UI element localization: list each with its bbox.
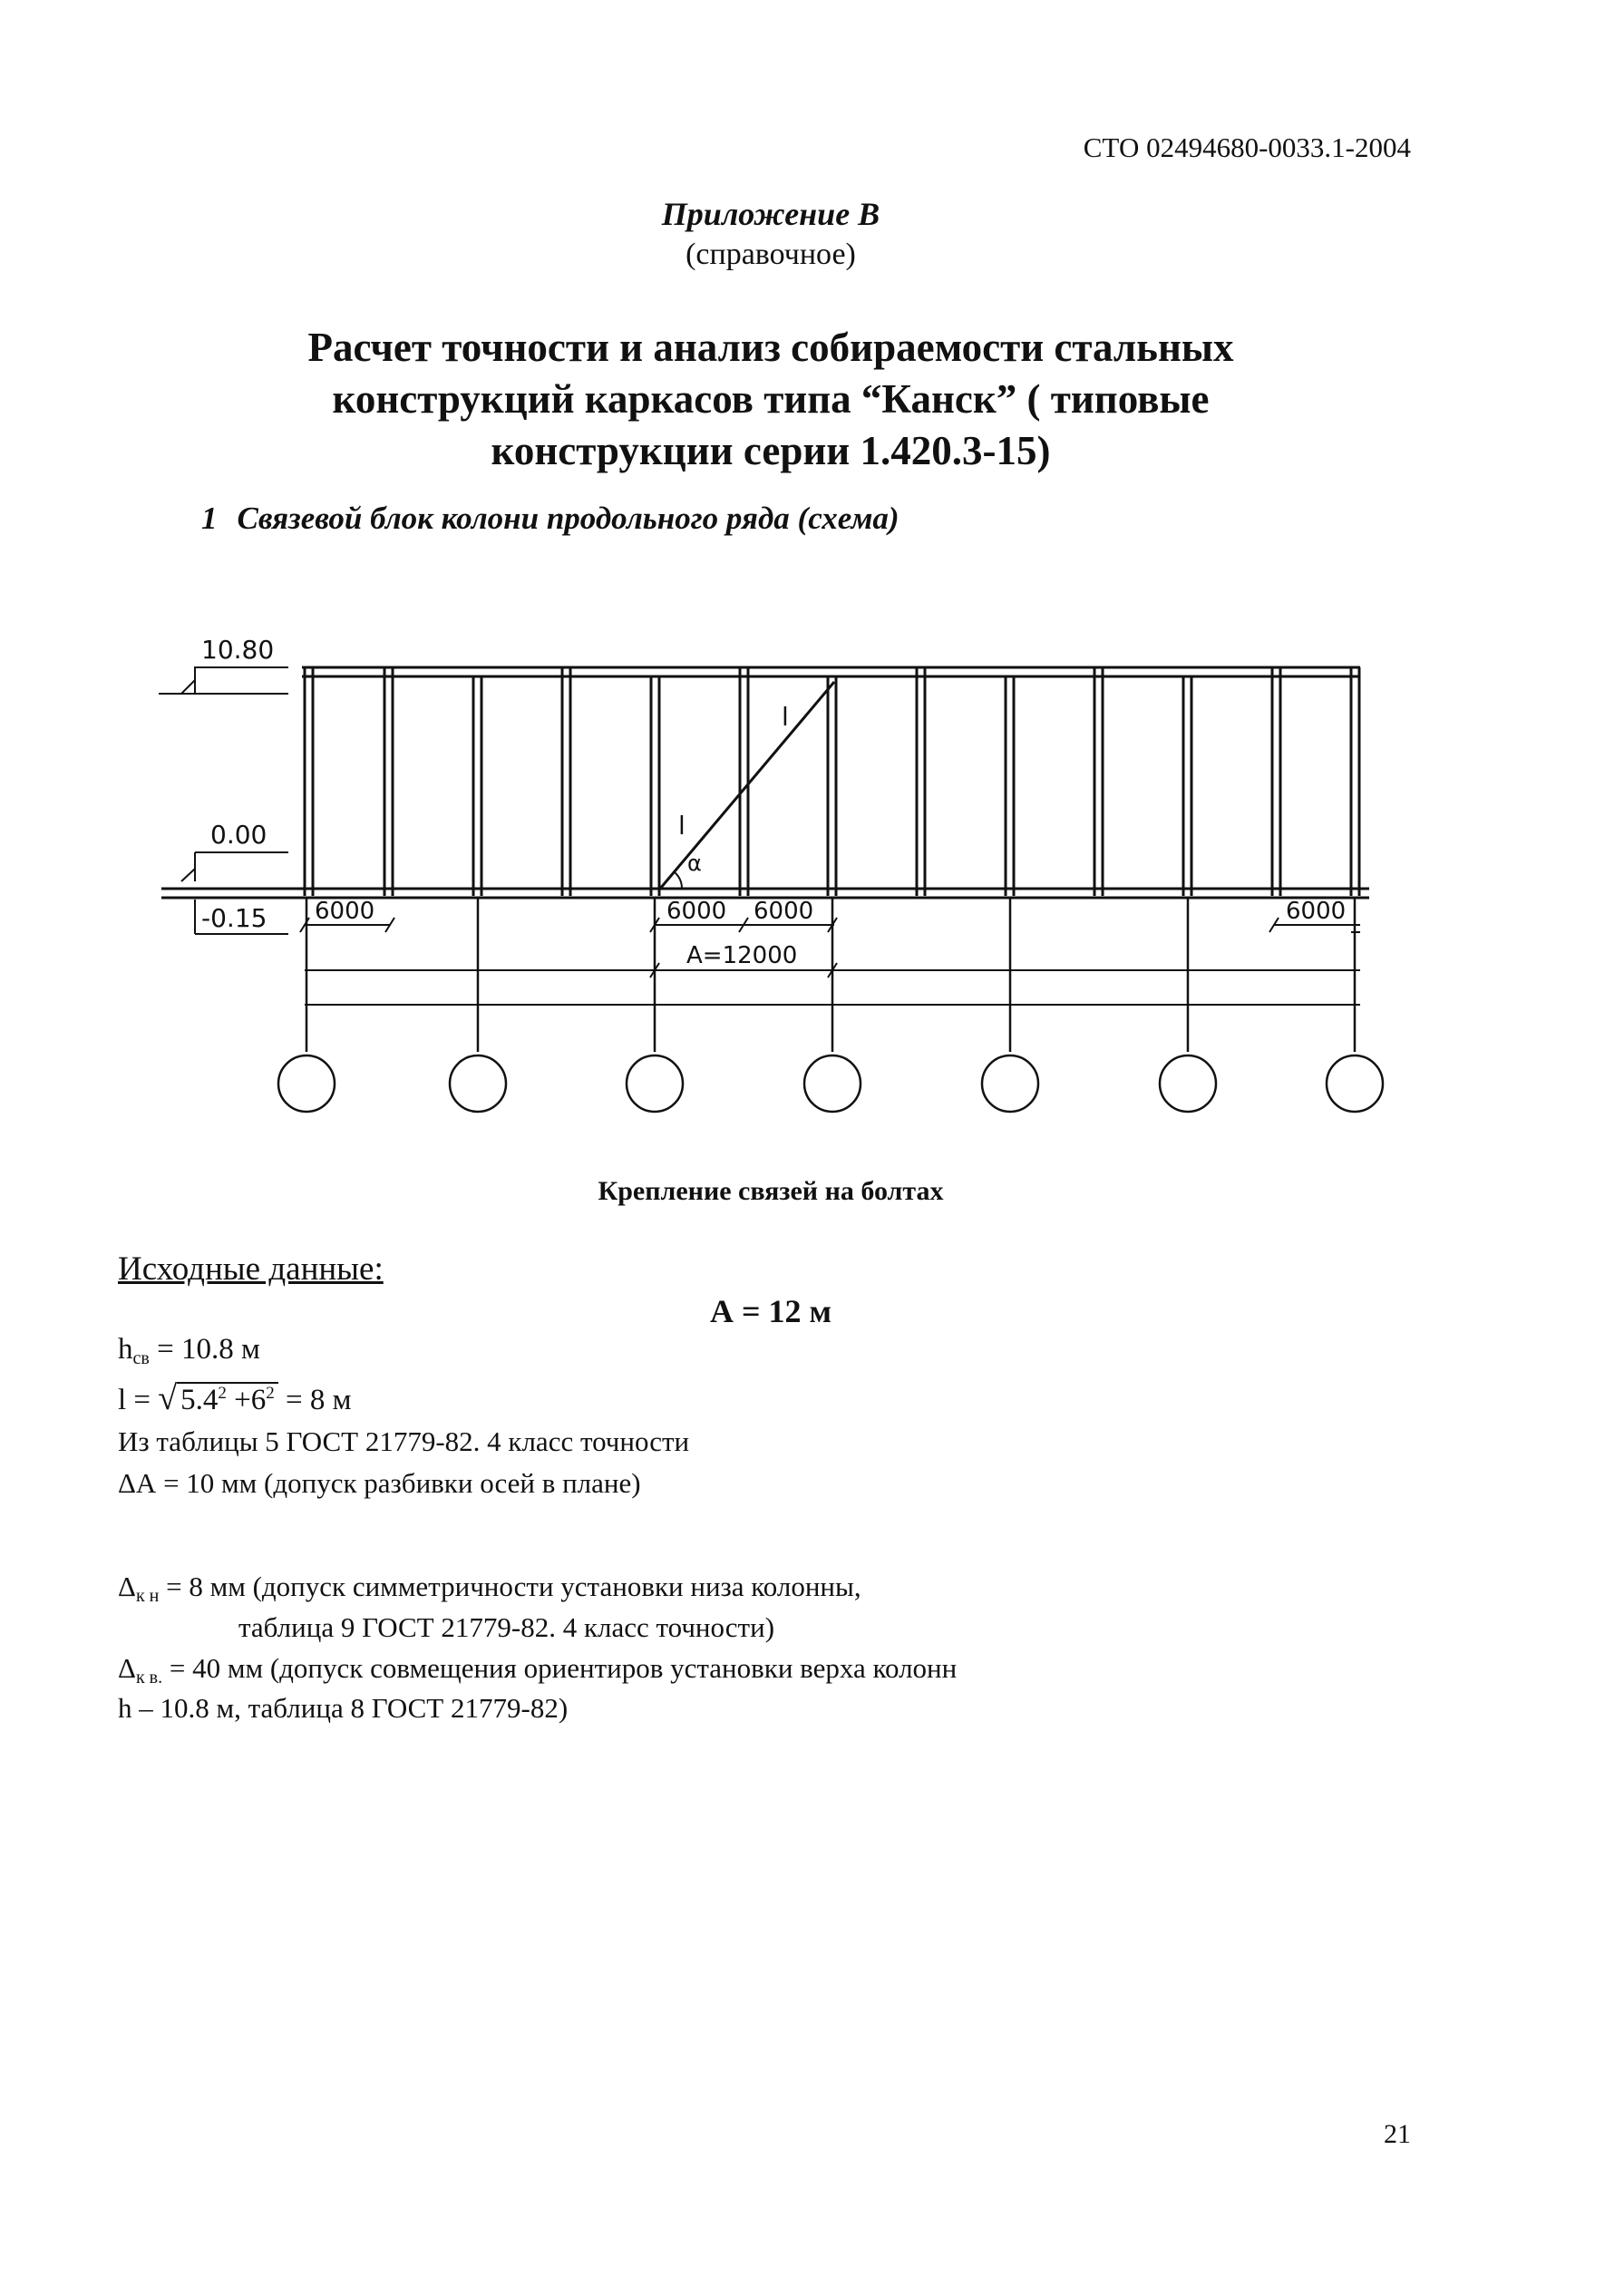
delta-kv-line: $\Delta_{к в.} = 40$ мм (допуск совмещения ориентиров установки верха колонн [118, 1652, 958, 1688]
span-label: A=12000 [686, 942, 798, 969]
sqrt-sign: √ [158, 1379, 178, 1417]
axis-circle [982, 1055, 1038, 1112]
h-value: = 10.8 м [149, 1333, 260, 1366]
section-heading [201, 501, 900, 537]
delta-kn-continuation: таблица 9 ГОСТ 21779-82. 4 класс точности) [238, 1611, 775, 1643]
section-number: 1 [201, 501, 218, 536]
page-number: 21 [1384, 2119, 1411, 2149]
level-marks [159, 666, 288, 934]
delta-a-line: ΔА = 10 мм (допуск разбивки осей в плане) [118, 1467, 641, 1499]
l-value: = 8 м [277, 1384, 352, 1416]
column-bracing-scheme [0, 626, 1624, 1170]
title-line-3: конструкции серии 1.420.3-15) [491, 428, 1051, 473]
dim-label: 6000 [1286, 898, 1347, 925]
columns [305, 667, 1359, 896]
formula-l [118, 1378, 352, 1418]
table-reference: Из таблицы 5 ГОСТ 21779-82. 4 класс точности [118, 1425, 690, 1457]
level-zero-label: 0.00 [210, 820, 267, 850]
a-value: А = 12 м [709, 1293, 832, 1329]
dimension-lines [300, 918, 1360, 1005]
axis-circle [1327, 1055, 1383, 1112]
title-line-1: Расчет точности и анализ собираемости стальных [307, 325, 1234, 370]
appendix-title: Приложение В [661, 196, 880, 232]
delta-kv-continuation: h – 10.8 м, таблица 8 ГОСТ 21779-82) [118, 1692, 569, 1724]
axis-circle [278, 1055, 335, 1112]
axis-circle [627, 1055, 683, 1112]
brace-length-label: l [782, 702, 789, 732]
l-lhs: l = [118, 1384, 159, 1416]
figure-caption: Крепление связей на болтах [598, 1176, 944, 1206]
level-bottom-label: -0.15 [201, 903, 267, 933]
dim-label: 6000 [315, 898, 375, 925]
delta-kn-line: $\Delta_{к н} = 8$ мм (допуск симметричности установки низа колонны, [118, 1571, 861, 1606]
dim-label: 6000 [666, 898, 727, 925]
brace-angle-arc [675, 872, 682, 889]
brace-length-label: l [678, 811, 686, 841]
axis-circle [804, 1055, 861, 1112]
document-title [267, 322, 1274, 477]
title-line-2: конструкций каркасов типа “Канск” ( типовые [332, 376, 1210, 422]
axis-circles [278, 1055, 1383, 1112]
document-code: СТО 02494680-0033.1-2004 [1083, 131, 1411, 163]
section-title: Связевой блок колони продольного ряда (схема) [237, 501, 900, 536]
initial-data-heading: Исходные данные: [118, 1250, 384, 1288]
appendix-subtitle: (справочное) [686, 238, 856, 271]
h-symbol: h [118, 1333, 133, 1366]
level-top-label: 10.80 [201, 635, 275, 665]
axis-circle [1160, 1055, 1216, 1112]
radicand: $5.4^2 +6^2$ [177, 1382, 278, 1416]
angle-label: α [687, 851, 702, 876]
formula-h [118, 1333, 260, 1369]
dim-label: 6000 [754, 898, 814, 925]
h-subscript: св [132, 1348, 150, 1368]
axis-circle [450, 1055, 506, 1112]
